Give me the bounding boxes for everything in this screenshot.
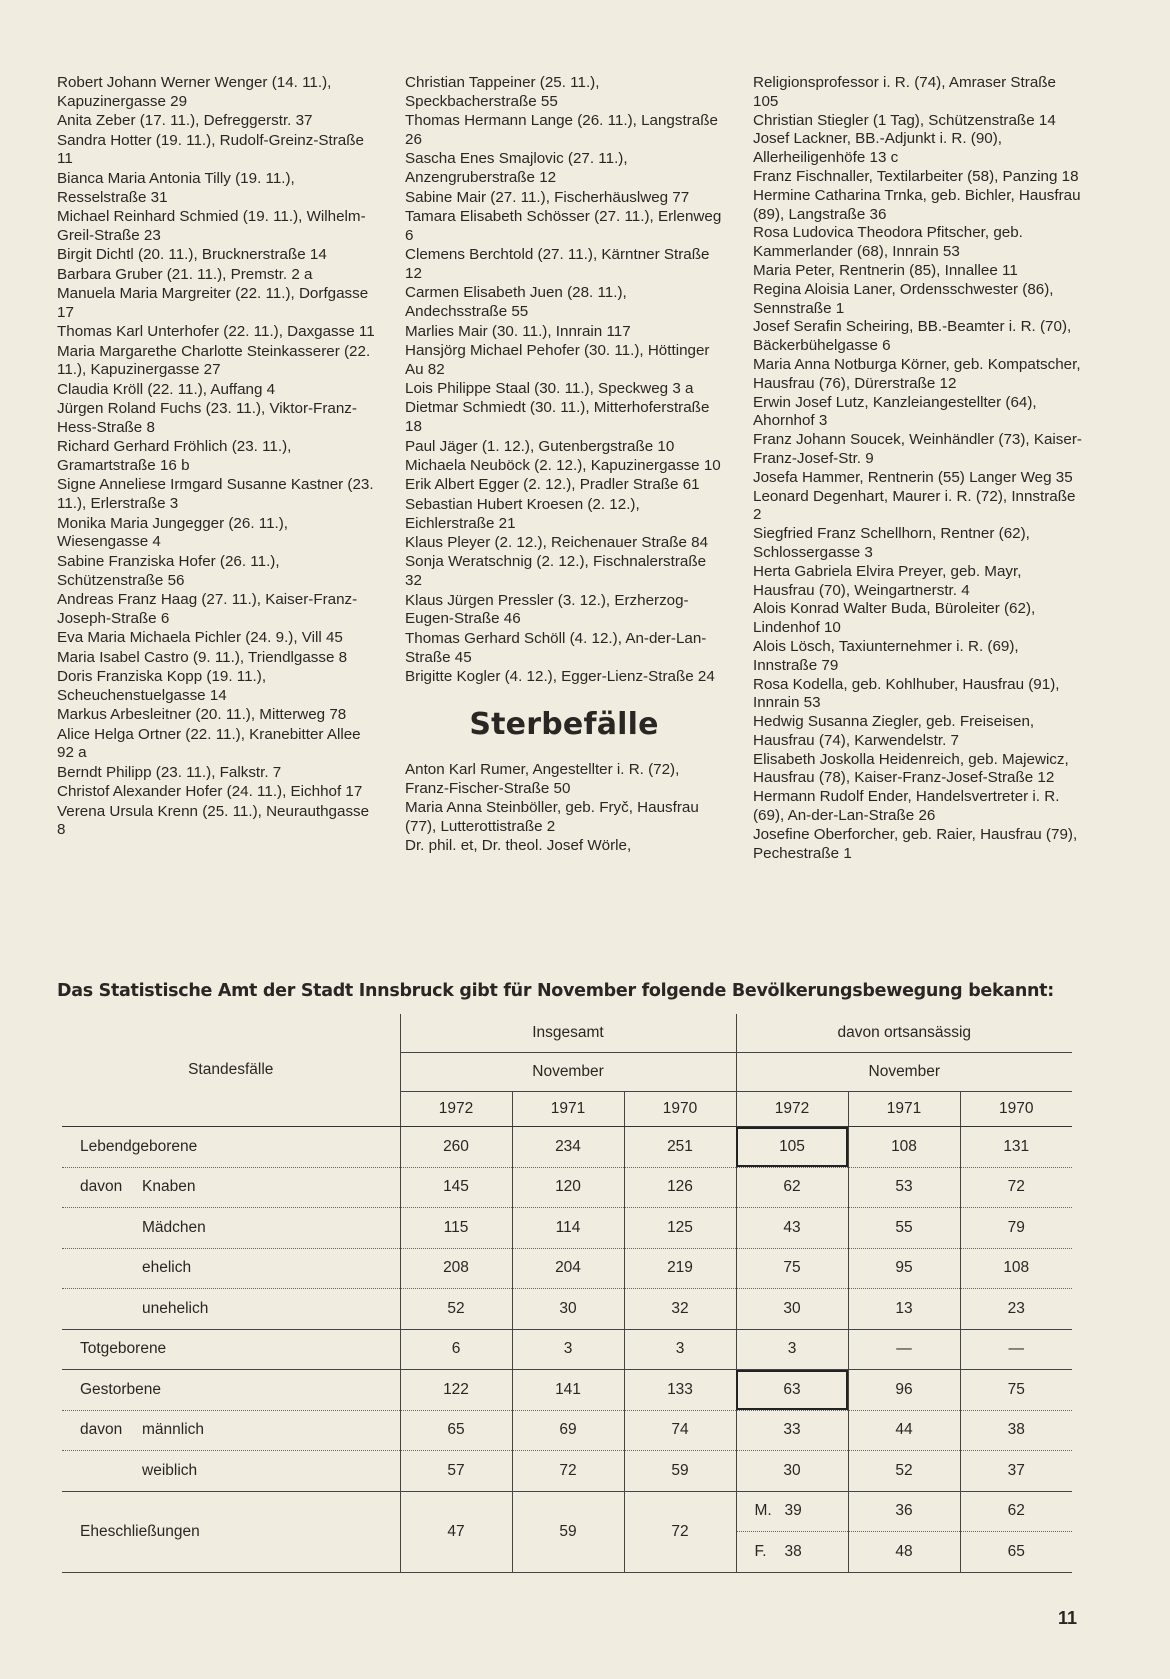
deaths-list-1	[405, 761, 723, 856]
birth-entry: Maria Isabel Castro (9. 11.), Triendlgasse 8	[57, 648, 348, 666]
death-entry: Religionsprofessor i. R. (74), Amraser Straße 105	[753, 74, 1057, 110]
header-month-total: November	[400, 1053, 736, 1092]
births-list-2	[405, 74, 723, 687]
cell: 65	[960, 1532, 1072, 1573]
births-deaths-column-2	[405, 74, 723, 857]
cell: 59	[624, 1451, 736, 1492]
cell: 125	[624, 1208, 736, 1249]
header-ortsansaessig: davon ortsansässig	[736, 1014, 1072, 1053]
birth-entry: Christof Alexander Hofer (24. 11.), Eichhof 17	[57, 783, 363, 801]
cell: 52	[848, 1451, 960, 1492]
birth-entry: Anita Zeber (17. 11.), Defreggerstr. 37	[57, 112, 313, 130]
birth-entry: Klaus Jürgen Pressler (3. 12.), Erzherzog-Eugen-Straße 46	[405, 591, 689, 628]
cell: 79	[960, 1208, 1072, 1249]
birth-entry: Sonja Weratschnig (2. 12.), Fischnalerstraße 32	[405, 553, 707, 590]
cell: 62	[736, 1167, 848, 1208]
cell: 96	[848, 1370, 960, 1411]
birth-entry: Andreas Franz Haag (27. 11.), Kaiser-Franz-Joseph-Straße 6	[57, 591, 358, 627]
cell: 3	[624, 1329, 736, 1370]
death-entry: Maria Anna Notburga Körner, geb. Kompatscher, Hausfrau (76), Dürerstraße 12	[753, 355, 1081, 392]
birth-entry: Lois Philippe Staal (30. 11.), Speckweg 3 a	[405, 380, 694, 398]
row-maedchen	[62, 1208, 1072, 1249]
cell: 131	[960, 1127, 1072, 1168]
birth-entry: Christian Tappeiner (25. 11.), Speckbacherstraße 55	[405, 74, 600, 110]
cell: —	[848, 1329, 960, 1370]
births-column-1	[57, 74, 375, 841]
cell: 30	[736, 1289, 848, 1330]
birth-entry: Tamara Elisabeth Schösser (27. 11.), Erlenweg 6	[405, 207, 722, 244]
death-entry: Franz Fischnaller, Textilarbeiter (58), Panzing 18	[753, 167, 1079, 185]
death-entry: Erwin Josef Lutz, Kanzleiangestellter (64), Ahornhof 3	[753, 393, 1037, 430]
cell: 72	[624, 1491, 736, 1572]
cell: 30	[512, 1289, 624, 1330]
birth-entry: Sabine Franziska Hofer (26. 11.), Schützenstraße 56	[57, 552, 280, 589]
cell: 74	[624, 1410, 736, 1451]
birth-entry: Doris Franziska Kopp (19. 11.), Scheuchenstuelgasse 14	[57, 667, 267, 704]
cell: 204	[512, 1248, 624, 1289]
death-entry: Alois Lösch, Taxiunternehmer i. R. (69), Innstraße 79	[753, 637, 1019, 674]
death-entry: Alois Konrad Walter Buda, Büroleiter (62), Lindenhof 10	[753, 600, 1036, 637]
birth-entry: Thomas Gerhard Schöll (4. 12.), An-der-Lan-Straße 45	[405, 629, 707, 666]
birth-entry: Sascha Enes Smajlovic (27. 11.), Anzengruberstraße 12	[405, 150, 628, 187]
cell: 65	[400, 1410, 512, 1451]
cell: 141	[512, 1370, 624, 1411]
cell: 3	[736, 1329, 848, 1370]
cell-male	[736, 1491, 848, 1532]
cell: 122	[400, 1370, 512, 1411]
birth-entry: Verena Ursula Krenn (25. 11.), Neurauthgasse 8	[57, 802, 370, 839]
cell: 72	[960, 1167, 1072, 1208]
birth-entry: Brigitte Kogler (4. 12.), Egger-Lienz-Straße 24	[405, 667, 715, 685]
year-header: 1970	[624, 1092, 736, 1127]
cell: 108	[848, 1127, 960, 1168]
row-label: Gestorbene	[62, 1370, 400, 1411]
birth-entry: Thomas Hermann Lange (26. 11.), Langstraße 26	[405, 112, 718, 148]
statistics-heading: Das Statistische Amt der Stadt Innsbruck gibt für November folgende Bevölkerungsbewegung bekannt:	[57, 981, 1054, 1001]
row-knaben	[62, 1167, 1072, 1208]
row-weiblich	[62, 1451, 1072, 1492]
row-totgeborene	[62, 1329, 1072, 1370]
birth-entry: Signe Anneliese Irmgard Susanne Kastner (23. 11.), Erlerstraße 3	[57, 476, 374, 513]
death-entry: Hermine Catharina Trnka, geb. Bichler, Hausfrau (89), Langstraße 36	[753, 186, 1081, 223]
death-entry: Maria Anna Steinböller, geb. Fryč, Hausfrau (77), Lutterottistraße 2	[405, 798, 699, 835]
birth-entry: Bianca Maria Antonia Tilly (19. 11.), Resselstraße 31	[57, 169, 295, 206]
header-standesfaelle: Standesfälle	[62, 1014, 400, 1127]
cell: 43	[736, 1208, 848, 1249]
header-month-local: November	[736, 1053, 1072, 1092]
header-insgesamt: Insgesamt	[400, 1014, 736, 1053]
cell: 62	[960, 1491, 1072, 1532]
year-header: 1972	[400, 1092, 512, 1127]
cell: 37	[960, 1451, 1072, 1492]
death-entry: Josefine Oberforcher, geb. Raier, Hausfrau (79), Pechestraße 1	[753, 825, 1078, 862]
cell: —	[960, 1329, 1072, 1370]
cell: 33	[736, 1410, 848, 1451]
row-label: ehelich	[62, 1248, 400, 1289]
cell: 120	[512, 1167, 624, 1208]
cell: 44	[848, 1410, 960, 1451]
row-gestorbene	[62, 1370, 1072, 1411]
year-header: 1971	[848, 1092, 960, 1127]
male-label: M.	[754, 1502, 772, 1520]
death-entry: Rosa Kodella, geb. Kohlhuber, Hausfrau (91), Innrain 53	[753, 675, 1060, 712]
cell: 145	[400, 1167, 512, 1208]
birth-entry: Clemens Berchtold (27. 11.), Kärntner Straße 12	[405, 246, 710, 282]
cell: 13	[848, 1289, 960, 1330]
year-header: 1970	[960, 1092, 1072, 1127]
row-unehelich	[62, 1289, 1072, 1330]
birth-entry: Maria Margarethe Charlotte Steinkasserer (22. 11.), Kapuzinergasse 27	[57, 342, 371, 379]
death-entry: Elisabeth Joskolla Heidenreich, geb. Majewicz, Hausfrau (78), Kaiser-Franz-Josef-Straße 12	[753, 750, 1069, 787]
birth-entry: Marlies Mair (30. 11.), Innrain 117	[405, 322, 631, 340]
row-lebendgeborene	[62, 1127, 1072, 1168]
birth-entry: Eva Maria Michaela Pichler (24. 9.), Vill 45	[57, 629, 343, 647]
birth-entry: Barbara Gruber (21. 11.), Premstr. 2 a	[57, 265, 313, 283]
cell: 75	[736, 1248, 848, 1289]
death-entry: Franz Johann Soucek, Weinhändler (73), Kaiser-Franz-Josef-Str. 9	[753, 431, 1082, 467]
death-entry: Leonard Degenhart, Maurer i. R. (72), Innstraße 2	[753, 487, 1076, 524]
cell: 72	[512, 1451, 624, 1492]
death-entry: Herta Gabriela Elvira Preyer, geb. Mayr, Hausfrau (70), Weingartnerstr. 4	[753, 562, 1022, 599]
birth-entry: Dietmar Schmiedt (30. 11.), Mitterhoferstraße 18	[405, 399, 710, 436]
cell: 95	[848, 1248, 960, 1289]
cell: 260	[400, 1127, 512, 1168]
death-entry: Hermann Rudolf Ender, Handelsvertreter i. R. (69), An-der-Lan-Straße 26	[753, 788, 1060, 825]
davon-label: davon	[80, 1421, 123, 1439]
cell: 55	[848, 1208, 960, 1249]
cell: 63	[736, 1370, 848, 1411]
cell: 23	[960, 1289, 1072, 1330]
cell: 234	[512, 1127, 624, 1168]
cell: 30	[736, 1451, 848, 1492]
female-value: 38	[784, 1542, 802, 1560]
birth-entry: Sabine Mair (27. 11.), Fischerhäuslweg 77	[405, 188, 690, 206]
cell: 126	[624, 1167, 736, 1208]
birth-entry: Michael Reinhard Schmied (19. 11.), Wilhelm-Greil-Straße 23	[57, 207, 366, 244]
death-entry: Anton Karl Rumer, Angestellter i. R. (72), Franz-Fischer-Straße 50	[405, 760, 680, 797]
birth-entry: Paul Jäger (1. 12.), Gutenbergstraße 10	[405, 437, 675, 455]
cell: 48	[848, 1532, 960, 1573]
row-label: Lebendgeborene	[62, 1127, 400, 1168]
death-entry: Christian Stiegler (1 Tag), Schützenstraße 14	[753, 111, 1056, 129]
year-header: 1972	[736, 1092, 848, 1127]
sub-label: Knaben	[142, 1178, 196, 1196]
cell: 36	[848, 1491, 960, 1532]
birth-entry: Jürgen Roland Fuchs (23. 11.), Viktor-Franz-Hess-Straße 8	[57, 400, 357, 436]
cell: 57	[400, 1451, 512, 1492]
page-number: 11	[1058, 1608, 1078, 1628]
death-entry: Josef Lackner, BB.-Adjunkt i. R. (90), Allerheiligenhöfe 13 c	[753, 130, 1003, 167]
birth-entry: Berndt Philipp (23. 11.), Falkstr. 7	[57, 763, 282, 781]
birth-entry: Markus Arbesleitner (20. 11.), Mitterweg 78	[57, 706, 347, 724]
birth-entry: Hansjörg Michael Pehofer (30. 11.), Höttinger Au 82	[405, 341, 710, 378]
birth-entry: Michaela Neuböck (2. 12.), Kapuzinergasse 10	[405, 457, 721, 475]
cell: 114	[512, 1208, 624, 1249]
cell: 133	[624, 1370, 736, 1411]
davon-label: davon	[80, 1178, 123, 1196]
death-entry: Dr. phil. et, Dr. theol. Josef Wörle,	[405, 837, 632, 855]
row-label: unehelich	[62, 1289, 400, 1330]
cell: 105	[736, 1127, 848, 1168]
cell: 53	[848, 1167, 960, 1208]
row-label	[62, 1167, 400, 1208]
cell: 52	[400, 1289, 512, 1330]
row-label: Eheschließungen	[62, 1491, 400, 1572]
cell: 59	[512, 1491, 624, 1572]
birth-entry: Sandra Hotter (19. 11.), Rudolf-Greinz-Straße 11	[57, 131, 364, 168]
female-label: F.	[754, 1542, 767, 1560]
cell: 6	[400, 1329, 512, 1370]
birth-entry: Robert Johann Werner Wenger (14. 11.), Kapuzinergasse 29	[57, 74, 332, 110]
death-entry: Josef Serafin Scheiring, BB.-Beamter i. R. (70), Bäckerbühelgasse 6	[753, 318, 1072, 355]
cell: 69	[512, 1410, 624, 1451]
birth-entry: Alice Helga Ortner (22. 11.), Kranebitter Allee 92 a	[57, 725, 361, 762]
cell: 38	[960, 1410, 1072, 1451]
row-label	[62, 1410, 400, 1451]
death-entry: Regina Aloisia Laner, Ordensschwester (86), Sennstraße 1	[753, 280, 1054, 317]
death-entry: Maria Peter, Rentnerin (85), Innallee 11	[753, 261, 1018, 279]
deaths-heading: Sterbefälle	[469, 706, 659, 742]
birth-entry: Sebastian Hubert Kroesen (2. 12.), Eichlerstraße 21	[405, 495, 640, 532]
birth-entry: Birgit Dichtl (20. 11.), Brucknerstraße 14	[57, 246, 327, 264]
row-label: Totgeborene	[62, 1329, 400, 1370]
deaths-column-3	[753, 74, 1083, 863]
birth-entry: Thomas Karl Unterhofer (22. 11.), Daxgasse 11	[57, 323, 375, 341]
death-entry: Rosa Ludovica Theodora Pfitscher, geb. Kammerlander (68), Innrain 53	[753, 224, 1023, 261]
birth-entry: Carmen Elisabeth Juen (28. 11.), Andechsstraße 55	[405, 284, 627, 321]
birth-entry: Erik Albert Egger (2. 12.), Pradler Straße 61	[405, 476, 700, 494]
cell: 108	[960, 1248, 1072, 1289]
row-label: Mädchen	[62, 1208, 400, 1249]
cell: 208	[400, 1248, 512, 1289]
cell: 32	[624, 1289, 736, 1330]
death-entry: Siegfried Franz Schellhorn, Rentner (62), Schlossergasse 3	[753, 525, 1030, 561]
cell: 219	[624, 1248, 736, 1289]
cell: 251	[624, 1127, 736, 1168]
row-ehelich	[62, 1248, 1072, 1289]
row-eheschliessungen-m	[62, 1491, 1072, 1532]
year-header: 1971	[512, 1092, 624, 1127]
statistics-table	[62, 1014, 1072, 1573]
death-entry: Josefa Hammer, Rentnerin (55) Langer Weg 35	[753, 468, 1073, 486]
birth-entry: Manuela Maria Margreiter (22. 11.), Dorfgasse 17	[57, 284, 369, 321]
birth-entry: Klaus Pleyer (2. 12.), Reichenauer Straße 84	[405, 534, 709, 552]
birth-entry: Richard Gerhard Fröhlich (23. 11.), Gramartstraße 16 b	[57, 438, 292, 475]
birth-entry: Claudia Kröll (22. 11.), Auffang 4	[57, 380, 276, 398]
male-value: 39	[784, 1502, 802, 1520]
birth-entry: Monika Maria Jungegger (26. 11.), Wiesengasse 4	[57, 514, 289, 551]
cell-female	[736, 1532, 848, 1573]
cell: 47	[400, 1491, 512, 1572]
sub-label: männlich	[142, 1421, 205, 1439]
row-maennlich	[62, 1410, 1072, 1451]
cell: 115	[400, 1208, 512, 1249]
cell: 3	[512, 1329, 624, 1370]
cell: 75	[960, 1370, 1072, 1411]
row-label: weiblich	[62, 1451, 400, 1492]
death-entry: Hedwig Susanna Ziegler, geb. Freiseisen, Hausfrau (74), Karwendelstr. 7	[753, 713, 1035, 749]
